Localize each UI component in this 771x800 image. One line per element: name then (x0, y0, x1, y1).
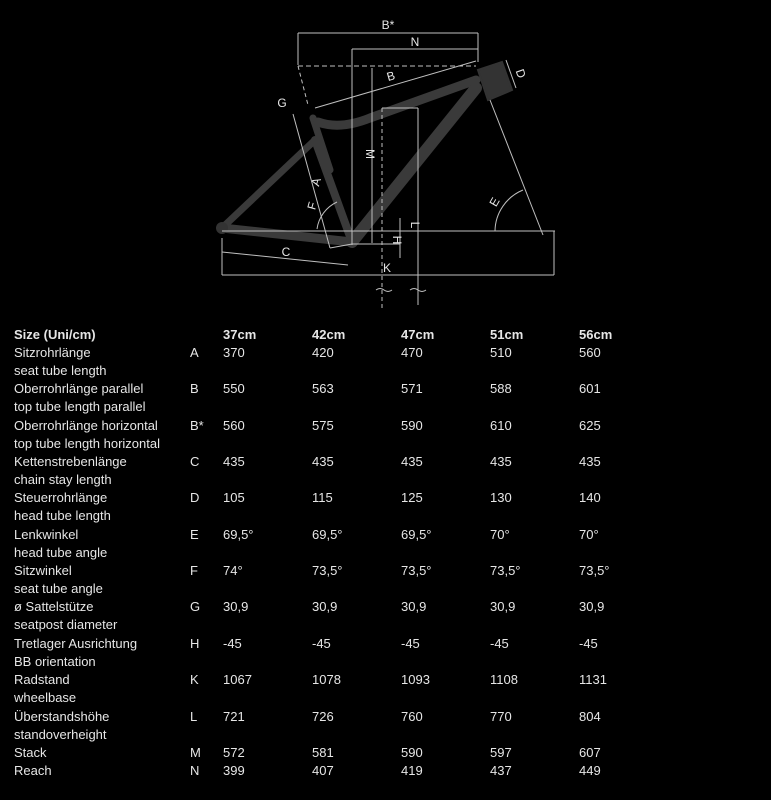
row-value: 30,9 (401, 599, 427, 614)
label-b-star: B* (381, 18, 395, 32)
label-g: G (277, 96, 287, 110)
row-value: -45 (579, 636, 598, 651)
row-value: 1078 (312, 672, 341, 687)
row-value: 419 (401, 763, 423, 778)
row-label-de: Sitzrohrlänge (14, 345, 91, 360)
size-header-47: 47cm (401, 327, 435, 342)
row-value: 597 (490, 745, 512, 760)
row-value: 760 (401, 709, 423, 724)
row-value: 449 (579, 763, 601, 778)
row-label-de: Sitzwinkel (14, 563, 72, 578)
row-value: 140 (579, 490, 601, 505)
row-value: 70° (579, 527, 599, 542)
label-f: F (304, 200, 320, 212)
row-code: M (190, 745, 201, 760)
row-value: 563 (312, 381, 334, 396)
row-code: D (190, 490, 200, 505)
row-label-de: Stack (14, 745, 47, 760)
row-value: 73,5° (490, 563, 521, 578)
row-value: 1067 (223, 672, 252, 687)
row-label-de: Kettenstrebenlänge (14, 454, 127, 469)
row-value: 435 (312, 454, 334, 469)
row-value: 125 (401, 490, 423, 505)
row-label-en: seatpost diameter (14, 617, 118, 632)
row-value: 588 (490, 381, 512, 396)
row-code: G (190, 599, 201, 614)
row-label-en: standoverheight (14, 727, 107, 742)
row-value: 130 (490, 490, 512, 505)
row-value: 590 (401, 418, 423, 433)
row-value: 590 (401, 745, 423, 760)
row-label-de: Reach (14, 763, 52, 778)
row-label-en: head tube angle (14, 545, 108, 560)
size-header-56: 56cm (579, 327, 613, 342)
label-c: C (281, 245, 291, 259)
row-value: -45 (401, 636, 420, 651)
row-value: 69,5° (223, 527, 254, 542)
row-label-de: Tretlager Ausrichtung (14, 636, 138, 651)
row-value: 625 (579, 418, 601, 433)
row-label-en: BB orientation (14, 654, 96, 669)
row-value: 69,5° (401, 527, 432, 542)
row-value: 74° (223, 563, 243, 578)
row-code: B (190, 381, 199, 396)
row-value: 370 (223, 345, 245, 360)
row-value: 581 (312, 745, 334, 760)
row-label-de: Oberrohrlänge horizontal (14, 418, 158, 433)
row-value: 572 (223, 745, 245, 760)
row-code: C (190, 454, 200, 469)
row-label-de: Überstandshöhe (14, 709, 110, 724)
label-h: H (390, 235, 404, 245)
row-value: 30,9 (579, 599, 605, 614)
row-value: 435 (579, 454, 601, 469)
row-label-en: chain stay length (14, 472, 112, 487)
row-label-en: top tube length parallel (14, 399, 146, 414)
row-value: -45 (312, 636, 331, 651)
row-value: 607 (579, 745, 601, 760)
row-label-de: Oberrohrlänge parallel (14, 381, 144, 396)
size-header-label: Size (Uni/cm) (14, 327, 96, 342)
row-label-en: top tube length horizontal (14, 436, 160, 451)
row-value: 470 (401, 345, 423, 360)
row-value: 437 (490, 763, 512, 778)
row-value: 30,9 (490, 599, 516, 614)
row-value: 73,5° (312, 563, 343, 578)
row-value: 435 (490, 454, 512, 469)
row-value: 69,5° (312, 527, 343, 542)
row-value: 30,9 (223, 599, 249, 614)
row-value: 804 (579, 709, 601, 724)
size-header-42: 42cm (312, 327, 346, 342)
row-value: 399 (223, 763, 245, 778)
label-d: D (512, 67, 529, 81)
label-e: E (486, 195, 503, 209)
row-value: 73,5° (579, 563, 610, 578)
row-code: N (190, 763, 200, 778)
row-value: 1093 (401, 672, 430, 687)
row-label-de: Lenkwinkel (14, 527, 79, 542)
row-value: 70° (490, 527, 510, 542)
row-value: 550 (223, 381, 245, 396)
label-k: K (382, 261, 392, 275)
row-value: 560 (579, 345, 601, 360)
size-header-51: 51cm (490, 327, 524, 342)
row-code: H (190, 636, 200, 651)
row-value: 610 (490, 418, 512, 433)
row-value: 560 (223, 418, 245, 433)
row-code: L (190, 709, 198, 724)
row-code: A (190, 345, 199, 360)
size-header-37: 37cm (223, 327, 257, 342)
row-value: -45 (490, 636, 509, 651)
row-value: 721 (223, 709, 245, 724)
row-label-de: Radstand (14, 672, 70, 687)
row-value: 30,9 (312, 599, 338, 614)
row-label-en: head tube length (14, 508, 111, 523)
row-label-de: Steuerrohrlänge (14, 490, 108, 505)
row-code: K (190, 672, 199, 687)
label-a: A (308, 176, 324, 188)
row-label-en: seat tube length (14, 363, 107, 378)
row-value: 105 (223, 490, 245, 505)
row-value: 420 (312, 345, 334, 360)
row-value: 407 (312, 763, 334, 778)
row-code: E (190, 527, 199, 542)
row-value: -45 (223, 636, 242, 651)
row-value: 435 (223, 454, 245, 469)
label-m: M (363, 149, 377, 159)
row-value: 435 (401, 454, 423, 469)
row-label-en: seat tube angle (14, 581, 103, 596)
row-code: F (190, 563, 198, 578)
row-label-en: wheelbase (14, 690, 77, 705)
bike-frame-geometry-diagram (200, 0, 580, 310)
row-value: 770 (490, 709, 512, 724)
row-value: 73,5° (401, 563, 432, 578)
label-b: B (385, 68, 397, 84)
row-label-de: ø Sattelstütze (14, 599, 94, 614)
label-l: L (408, 221, 422, 229)
row-value: 575 (312, 418, 334, 433)
row-value: 510 (490, 345, 512, 360)
row-code: B* (190, 418, 204, 433)
row-value: 601 (579, 381, 601, 396)
row-value: 115 (312, 490, 333, 505)
row-value: 571 (401, 381, 423, 396)
row-value: 1131 (579, 672, 607, 687)
row-value: 1108 (490, 672, 518, 687)
row-value: 726 (312, 709, 334, 724)
label-n: N (410, 35, 420, 49)
